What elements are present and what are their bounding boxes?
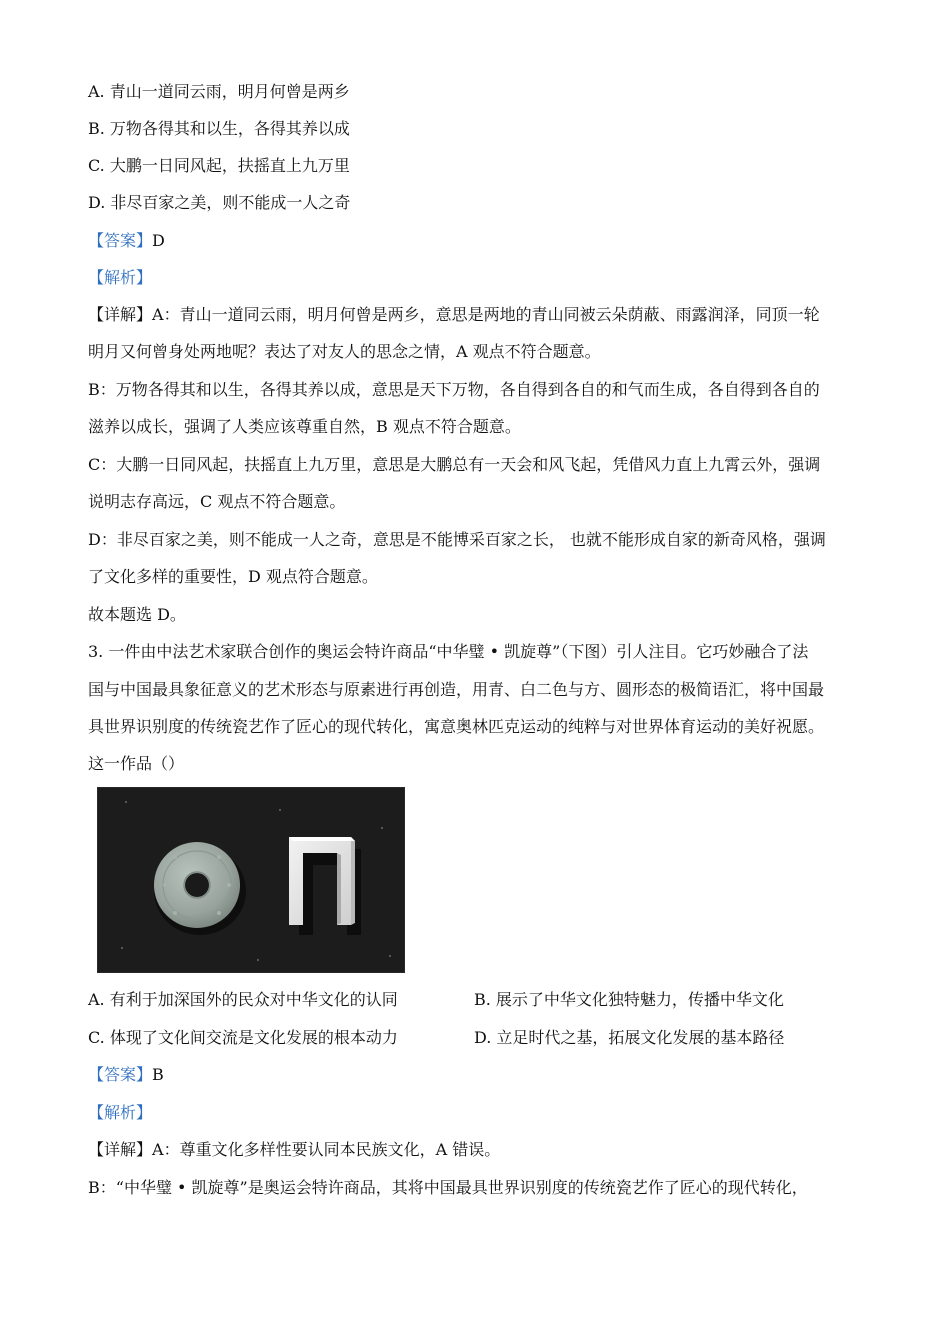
q2-detail-line: B：万物各得其和以生，各得其养以成，意思是天下万物，各自得到各自的和气而生成，各自得到各自的 bbox=[88, 380, 820, 399]
q3-option-b: B. 展示了中华文化独特魅力，传播中华文化 bbox=[474, 990, 784, 1009]
q3-stem-line: 具世界识别度的传统瓷艺作了匠心的现代转化，寓意奥林匹克运动的纯粹与对世界体育运动的美好祝愿。 bbox=[88, 717, 825, 736]
q3-answer-label: 【答案】 bbox=[88, 1065, 153, 1084]
q2-option-d: D. 非尽百家之美，则不能成一人之奇 bbox=[88, 193, 351, 212]
q2-detail-line: 滋养以成长，强调了人类应该尊重自然，B 观点不符合题意。 bbox=[88, 417, 521, 436]
q2-detail-line: D：非尽百家之美，则不能成一人之奇，意思是不能博采百家之长， 也就不能形成自家的新奇风格，强调 bbox=[88, 530, 826, 549]
q2-option-b: B. 万物各得其和以生，各得其养以成 bbox=[88, 119, 350, 138]
q2-conclusion: 故本题选 D。 bbox=[88, 605, 186, 624]
photo-speck bbox=[279, 809, 281, 811]
disc-hole-icon bbox=[185, 873, 209, 897]
q2-answer-label: 【答案】 bbox=[88, 231, 153, 250]
q3-analysis-label: 【解析】 bbox=[88, 1103, 153, 1122]
q3-detail-label: 【详解】 bbox=[88, 1140, 153, 1159]
q2-detail-label: 【详解】 bbox=[88, 305, 153, 324]
q2-detail-line: C：大鹏一日同风起，扶摇直上九万里，意思是大鹏总有一天会和风飞起，凭借风力直上九霄云外，强调 bbox=[88, 455, 821, 474]
q3-answer bbox=[88, 1065, 868, 1085]
q3-stem-line: 3. 一件由中法艺术家联合创作的奥运会特许商品“中华璧 • 凯旋尊”（下图）引人注目。它巧妙融合了法 bbox=[88, 642, 809, 661]
q3-stem-line: 这一作品（） bbox=[88, 754, 185, 773]
q2-answer-value: D bbox=[152, 231, 165, 250]
q2-option-a: A. 青山一道同云雨，明月何曾是两乡 bbox=[88, 82, 350, 101]
photo-speck bbox=[121, 947, 123, 949]
porcelain-arch-icon bbox=[289, 837, 351, 925]
q2-detail-line: 了文化多样的重要性，D 观点符合题意。 bbox=[88, 567, 378, 586]
photo-speck bbox=[257, 959, 259, 961]
q3-stem-line: 国与中国最具象征意义的艺术形态与原素进行再创造，用青、白二色与方、圆形态的极简语汇，将中国最 bbox=[88, 680, 825, 699]
q3-option-c: C. 体现了文化间交流是文化发展的根本动力 bbox=[88, 1028, 398, 1047]
q3-detail-line bbox=[88, 1140, 868, 1160]
q3-option-d: D. 立足时代之基，拓展文化发展的基本路径 bbox=[474, 1028, 785, 1047]
photo-speck bbox=[389, 955, 391, 957]
q2-detail-line bbox=[88, 305, 868, 325]
q2-detail-line: 说明志存高远，C 观点不符合题意。 bbox=[88, 492, 346, 511]
artwork-illustration bbox=[97, 787, 405, 973]
q2-detail-line: 明月又何曾身处两地呢？表达了对友人的思念之情，A 观点不符合题意。 bbox=[88, 342, 601, 361]
artwork-photo bbox=[97, 787, 405, 973]
q3-detail-text: A：尊重文化多样性要认同本民族文化，A 错误。 bbox=[152, 1140, 501, 1159]
photo-speck bbox=[125, 801, 127, 803]
q2-answer bbox=[88, 231, 868, 251]
q2-option-c: C. 大鹏一日同风起，扶摇直上九万里 bbox=[88, 156, 350, 175]
q3-option-a: A. 有利于加深国外的民众对中华文化的认同 bbox=[88, 990, 398, 1009]
q2-detail-text: A：青山一道同云雨，明月何曾是两乡，意思是两地的青山同被云朵荫蔽、雨露润泽，同顶一轮 bbox=[152, 305, 820, 324]
q3-detail-line: B：“中华璧 • 凯旋尊”是奥运会特许商品，其将中国最具世界识别度的传统瓷艺作了匠心的现代转化， bbox=[88, 1178, 808, 1197]
photo-speck bbox=[381, 827, 383, 829]
q2-analysis-label: 【解析】 bbox=[88, 268, 153, 287]
q3-answer-value: B bbox=[152, 1065, 164, 1084]
